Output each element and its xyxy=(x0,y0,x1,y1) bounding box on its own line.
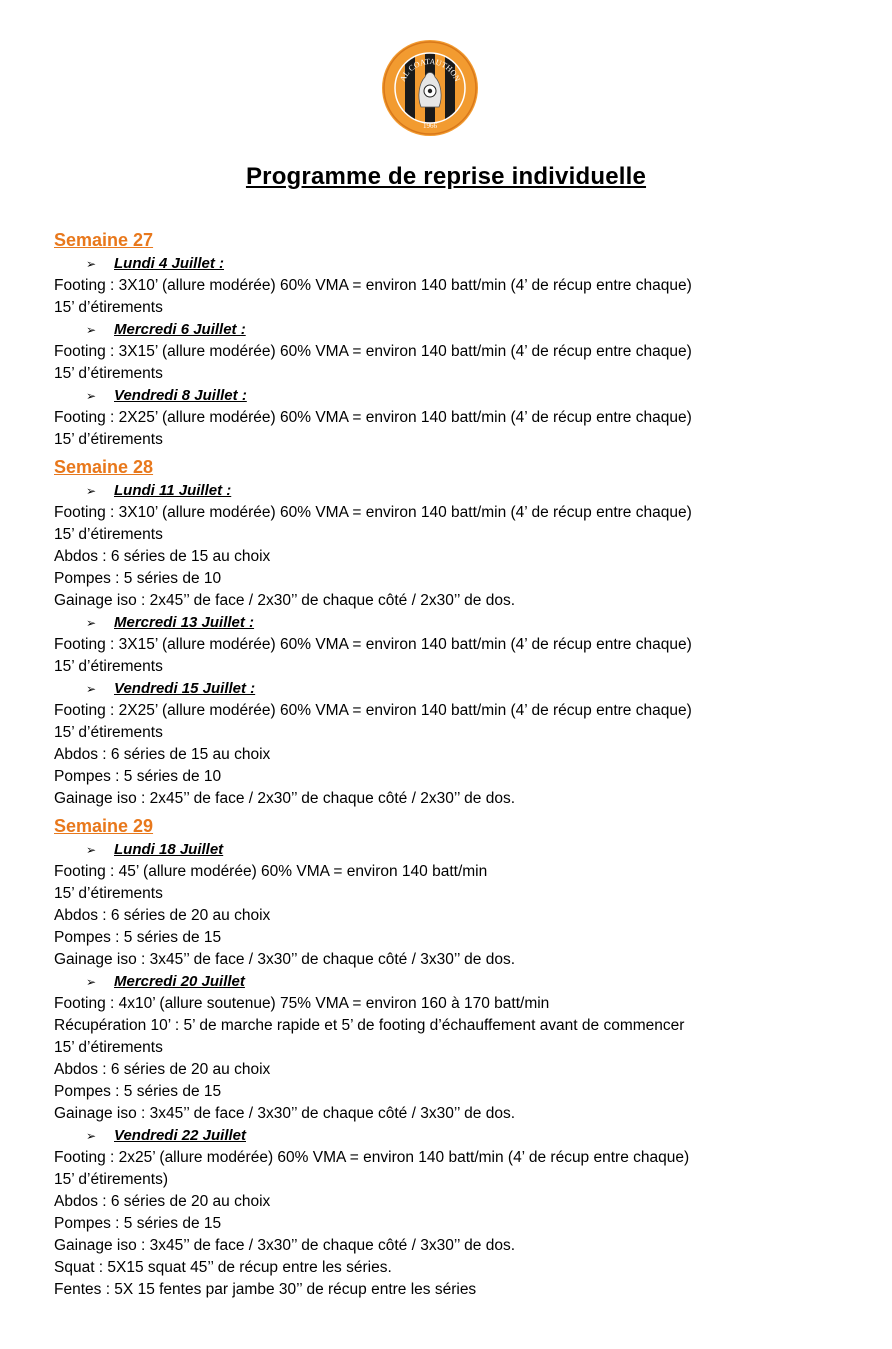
exercise-line: Footing : 4x10’ (allure soutenue) 75% VMA = environ 160 à 170 batt/min xyxy=(54,995,550,1012)
exercise-line: 15’ d’étirements) xyxy=(54,1171,169,1188)
day-heading xyxy=(54,319,874,341)
day-label: Mercredi 6 Juillet : xyxy=(114,321,246,338)
exercise-line: Abdos : 6 séries de 20 au choix xyxy=(54,907,271,924)
day-label: Lundi 18 Juillet xyxy=(114,841,224,858)
bullet-arrow-icon: ➢ xyxy=(86,843,97,857)
exercise-line: Gainage iso : 3x45’’ de face / 3x30’’ de chaque côté / 3x30’’ de dos. xyxy=(54,1105,516,1122)
page-title: Programme de reprise individuelle xyxy=(245,163,647,190)
day-label: Lundi 11 Juillet : xyxy=(114,482,232,499)
day-heading xyxy=(54,253,874,275)
club-logo xyxy=(381,39,479,137)
day-heading xyxy=(54,839,874,861)
day-heading xyxy=(54,480,874,502)
week-heading: Semaine 29 xyxy=(54,816,154,836)
day-label: Lundi 4 Juillet : xyxy=(114,255,225,272)
exercise-line: 15’ d’étirements xyxy=(54,1039,163,1056)
exercise-line: Footing : 3X10’ (allure modérée) 60% VMA = environ 140 batt/min (4’ de récup entre chaque) xyxy=(54,504,692,521)
exercise-line: 15’ d’étirements xyxy=(54,658,163,675)
exercise-line: 15’ d’étirements xyxy=(54,299,163,316)
day-label: Mercredi 20 Juillet xyxy=(114,973,245,990)
exercise-line: Footing : 3X15’ (allure modérée) 60% VMA = environ 140 batt/min (4’ de récup entre chaque) xyxy=(54,636,692,653)
exercise-line: Fentes : 5X 15 fentes par jambe 30’’ de récup entre les séries xyxy=(54,1281,477,1298)
exercise-line: Abdos : 6 séries de 15 au choix xyxy=(54,548,271,565)
week-heading: Semaine 28 xyxy=(54,457,154,477)
exercise-line: Footing : 2x25’ (allure modérée) 60% VMA = environ 140 batt/min (4’ de récup entre chaque) xyxy=(54,1149,690,1166)
bullet-arrow-icon: ➢ xyxy=(86,1129,97,1143)
exercise-line: Abdos : 6 séries de 20 au choix xyxy=(54,1193,271,1210)
exercise-line: Footing : 2X25’ (allure modérée) 60% VMA = environ 140 batt/min (4’ de récup entre chaque) xyxy=(54,409,692,426)
exercise-line: Footing : 2X25’ (allure modérée) 60% VMA = environ 140 batt/min (4’ de récup entre chaque) xyxy=(54,702,692,719)
exercise-line: 15’ d’étirements xyxy=(54,885,163,902)
club-crest-icon xyxy=(381,39,479,137)
exercise-line: Pompes : 5 séries de 15 xyxy=(54,929,222,946)
day-heading xyxy=(54,612,874,634)
day-label: Vendredi 15 Juillet : xyxy=(114,680,256,697)
day-label: Vendredi 22 Juillet xyxy=(114,1127,246,1144)
exercise-line: Récupération 10’ : 5’ de marche rapide et 5’ de footing d’échauffement avant de commencer xyxy=(54,1017,685,1034)
exercise-line: Pompes : 5 séries de 15 xyxy=(54,1083,222,1100)
bullet-arrow-icon: ➢ xyxy=(86,975,97,989)
exercise-line: Pompes : 5 séries de 15 xyxy=(54,1215,222,1232)
day-heading xyxy=(54,385,874,407)
exercise-line: 15’ d’étirements xyxy=(54,526,163,543)
exercise-line: Gainage iso : 3x45’’ de face / 3x30’’ de chaque côté / 3x30’’ de dos. xyxy=(54,951,516,968)
bullet-arrow-icon: ➢ xyxy=(86,616,97,630)
exercise-line: Abdos : 6 séries de 20 au choix xyxy=(54,1061,271,1078)
bullet-arrow-icon: ➢ xyxy=(86,389,97,403)
bullet-arrow-icon: ➢ xyxy=(86,257,97,271)
bullet-arrow-icon: ➢ xyxy=(86,323,97,337)
svg-text:AL COATAUTHON: AL COATAUTHON xyxy=(398,56,462,83)
exercise-line: Pompes : 5 séries de 10 xyxy=(54,768,222,785)
exercise-line: 15’ d’étirements xyxy=(54,365,163,382)
exercise-line: Gainage iso : 2x45’’ de face / 2x30’’ de chaque côté / 2x30’’ de dos. xyxy=(54,790,516,807)
bullet-arrow-icon: ➢ xyxy=(86,682,97,696)
exercise-line: Footing : 3X15’ (allure modérée) 60% VMA = environ 140 batt/min (4’ de récup entre chaque) xyxy=(54,343,692,360)
exercise-line: Gainage iso : 3x45’’ de face / 3x30’’ de chaque côté / 3x30’’ de dos. xyxy=(54,1237,516,1254)
exercise-line: Pompes : 5 séries de 10 xyxy=(54,570,222,587)
day-heading xyxy=(54,971,874,993)
day-label: Mercredi 13 Juillet : xyxy=(114,614,255,631)
day-heading xyxy=(54,1125,874,1147)
exercise-line: Squat : 5X15 squat 45’’ de récup entre les séries. xyxy=(54,1259,392,1276)
exercise-line: Footing : 45’ (allure modérée) 60% VMA = environ 140 batt/min xyxy=(54,863,488,880)
exercise-line: Abdos : 6 séries de 15 au choix xyxy=(54,746,271,763)
bullet-arrow-icon: ➢ xyxy=(86,484,97,498)
exercise-line: 15’ d’étirements xyxy=(54,724,163,741)
exercise-line: Gainage iso : 2x45’’ de face / 2x30’’ de chaque côté / 2x30’’ de dos. xyxy=(54,592,516,609)
training-program xyxy=(54,224,874,1301)
exercise-line: 15’ d’étirements xyxy=(54,431,163,448)
exercise-line: Footing : 3X10’ (allure modérée) 60% VMA = environ 140 batt/min (4’ de récup entre chaque) xyxy=(54,277,692,294)
week-heading: Semaine 27 xyxy=(54,230,154,250)
day-heading xyxy=(54,678,874,700)
logo-year: 1966 xyxy=(423,122,437,130)
day-label: Vendredi 8 Juillet : xyxy=(114,387,247,404)
